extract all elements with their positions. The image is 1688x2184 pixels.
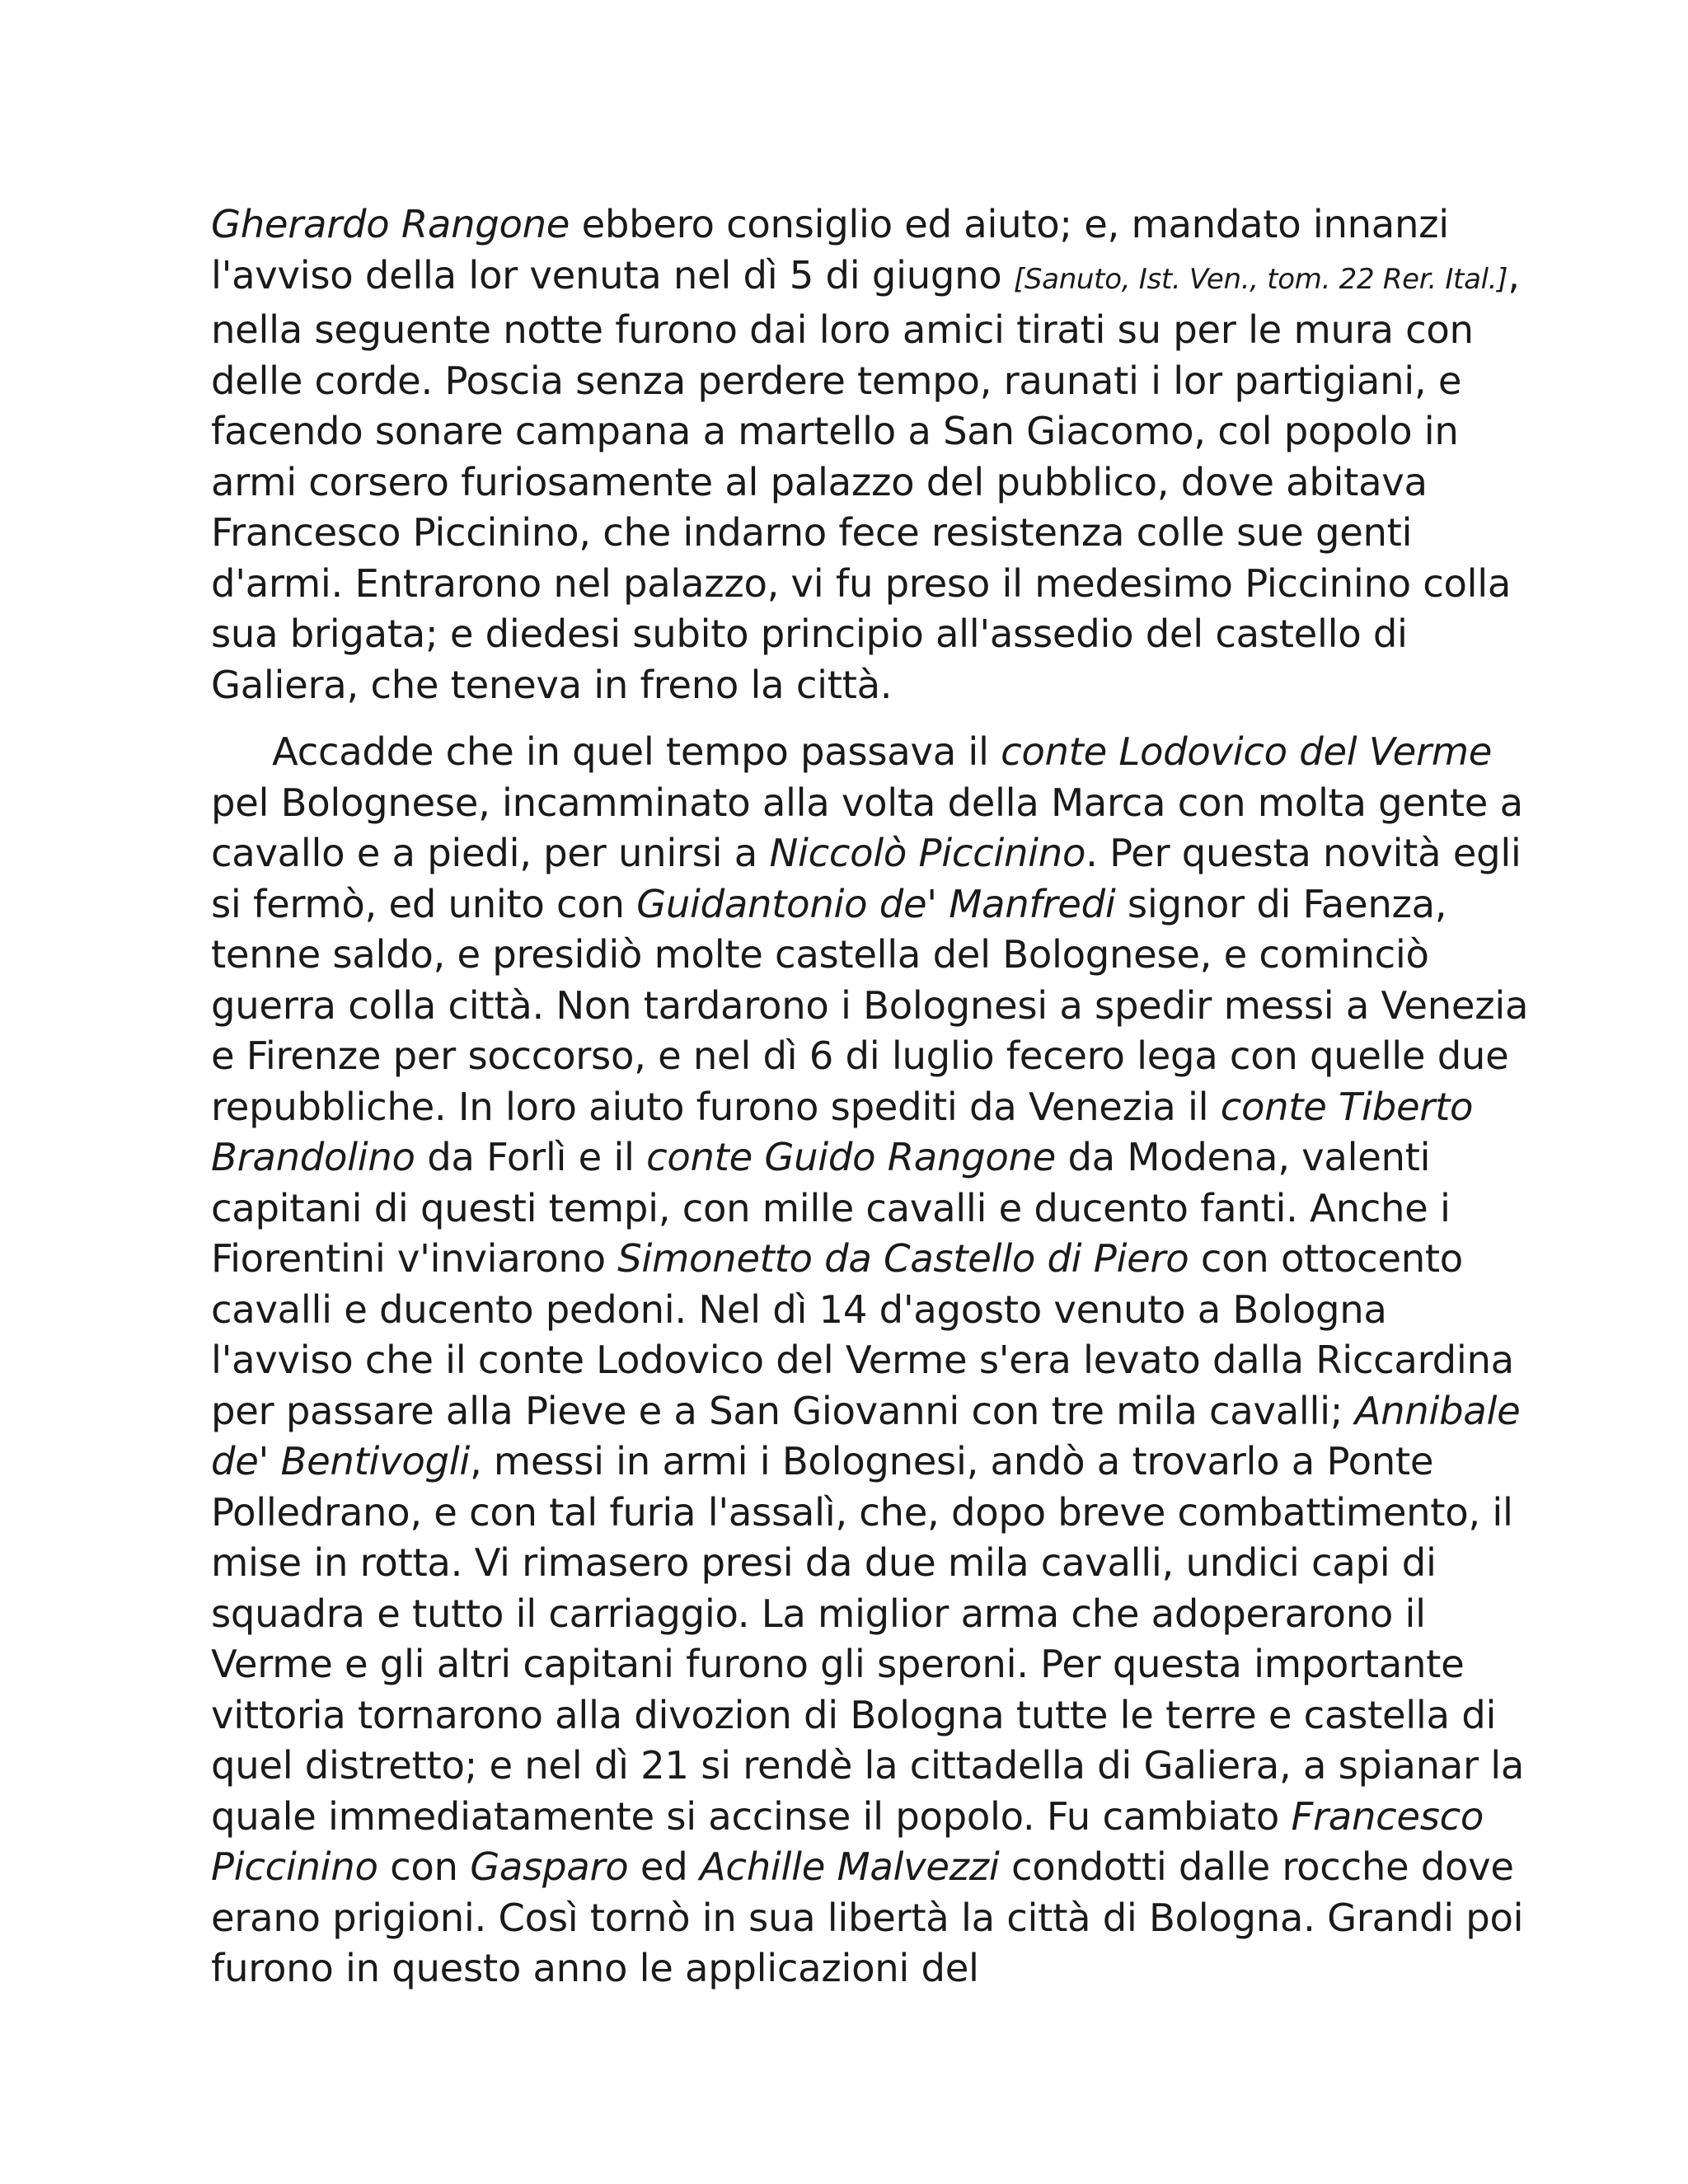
source-citation: [Sanuto, Ist. Ven., tom. 22 Rer. Ital.]	[1013, 262, 1508, 296]
person-name: Simonetto da Castello di Piero	[617, 1236, 1189, 1281]
text-run: con ottocento cavalli e ducento pedoni. Nel dì 14 d'agosto venuto a Bologna l'avviso che il conte Lodovico del Verme s'era levato dalla Riccardina per passare alla Pieve e a San Giovanni con tre mila cavalli;	[211, 1236, 1514, 1433]
text-run: Accadde che in quel tempo passava il	[272, 729, 1001, 774]
text-run: ed	[628, 1844, 700, 1889]
text-run: da Forlì e il	[415, 1135, 647, 1179]
text-run: , nella seguente notte furono dai loro amici tirati su per le mura con delle corde. Poscia senza perdere tempo, raunati i lor partigiani, e facendo sonare campana a martello a San Giacomo, col popolo in armi corsero furiosamente al palazzo del pubblico, dove abitava Francesco Piccinino, che indarno fece resistenza colle sue genti d'armi. Entrarono nel palazzo, vi fu preso il medesimo Piccinino colla sua brigata; e diedesi subito principio all'assedio del castello di Galiera, che teneva in freno la città.	[211, 252, 1520, 707]
text-run: condotti dalle rocche dove erano prigioni. Così tornò in sua libertà la città di Bologna. Grandi poi furono in questo anno le applicazioni del	[211, 1844, 1524, 1990]
person-name: Annibale de' Bentivogli	[211, 1388, 1521, 1483]
person-name: conte Guido Rangone	[646, 1135, 1056, 1179]
text-run: . Per questa novità egli si fermò, ed unito con	[211, 831, 1522, 926]
text-run: signor di Faenza, tenne saldo, e presidiò molte castella del Bolognese, e cominciò guerra colla città. Non tardarono i Bolognesi a spedir messi a Venezia e Firenze per soccorso, e nel dì 6 di luglio fecero lega con quelle due repubbliche. In loro aiuto furono spediti da Venezia il	[211, 881, 1529, 1129]
paragraph-1	[211, 199, 1530, 710]
person-name: Gherardo Rangone	[211, 202, 570, 246]
text-run: , messi in armi i Bolognesi, andò a trovarlo a Ponte Polledrano, e con tal furia l'assalì, che, dopo breve combattimento, il mise in rotta. Vi rimasero presi da due mila cavalli, undici capi di squadra e tutto il carriaggio. La miglior arma che adoperarono il Verme e gli altri capitani furono gli speroni. Per questa importante vittoria tornarono alla divozion di Bologna tutte le terre e castella di quel distretto; e nel dì 21 si rendè la cittadella di Galiera, a spianar la quale immediatamente si accinse il popolo. Fu cambiato	[211, 1439, 1525, 1839]
text-run: ebbero consiglio ed aiuto; e, mandato innanzi l'avviso della lor venuta nel dì 5 di giugno	[211, 202, 1449, 298]
text-run: pel Bolognese, incamminato alla volta della Marca con molta gente a cavallo e a piedi, per unirsi a	[211, 780, 1523, 875]
body-text	[211, 199, 1530, 1994]
person-name: Francesco Piccinino	[211, 1793, 1484, 1889]
text-run: da Modena, valenti capitani di questi tempi, con mille cavalli e ducento fanti. Anche i Fiorentini v'inviarono	[211, 1135, 1451, 1281]
paragraph-2	[211, 727, 1530, 1994]
person-name: Gasparo	[470, 1844, 629, 1889]
person-name: Niccolò Piccinino	[769, 831, 1086, 875]
text-run: con	[377, 1844, 471, 1889]
person-name: conte Lodovico del Verme	[1001, 729, 1493, 774]
person-name: Guidantonio de' Manfredi	[636, 881, 1116, 926]
person-name: conte Tiberto Brandolino	[211, 1084, 1474, 1179]
person-name: Achille Malvezzi	[699, 1844, 1000, 1889]
